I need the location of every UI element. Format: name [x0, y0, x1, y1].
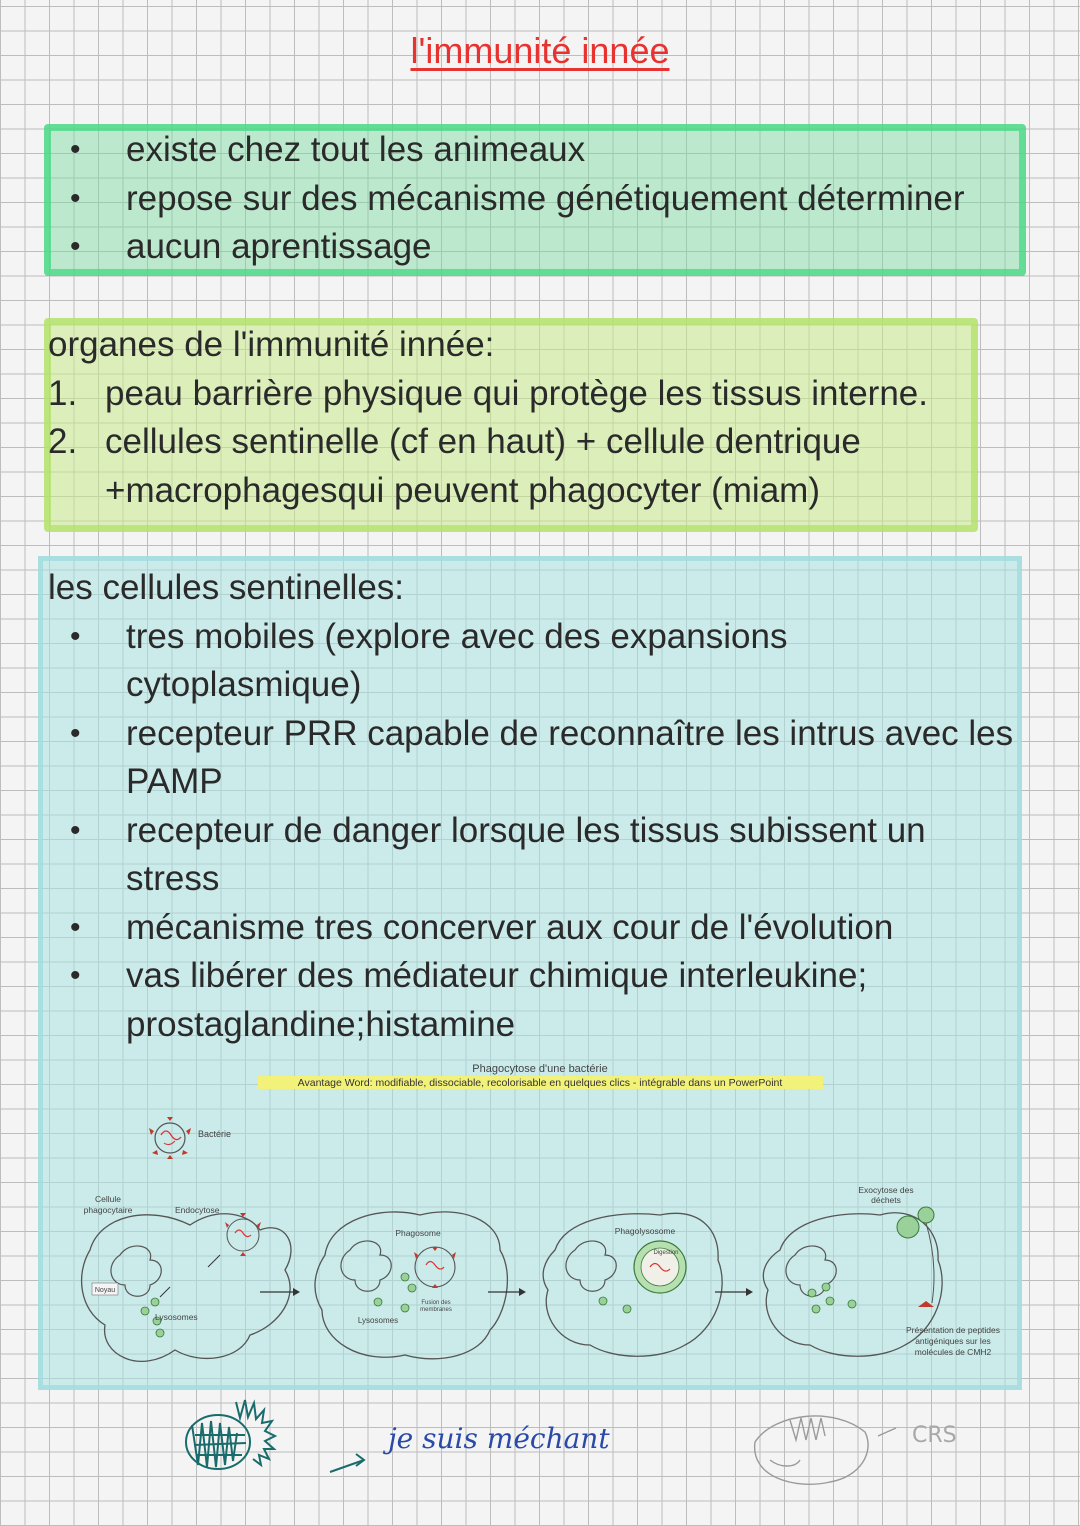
list-item: • tres mobiles (explore avec des expansions cytoplasmique)	[48, 613, 1028, 710]
label-fusion-2: membranes	[420, 1307, 452, 1313]
scribble-cell-drawing	[186, 1400, 364, 1472]
handwritten-note-2: CRS	[912, 1423, 957, 1448]
sentinels-heading: les cellules sentinelles:	[48, 568, 405, 607]
organs-heading: organes de l'immunité innée:	[48, 325, 495, 364]
label-lysosomes-2: Lysosomes	[357, 1316, 399, 1325]
list-text: cellules sentinelle (cf en haut) + cellule dentrique +macrophagesqui peuvent phagocyter (miam)	[105, 422, 861, 510]
intro-list	[48, 126, 1018, 272]
list-text: peau barrière physique qui protège les tissus interne.	[105, 373, 928, 413]
diagram-title: Phagocytose d'une bactérie	[472, 1063, 608, 1075]
label-endocytose: Endocytose	[175, 1205, 220, 1215]
label-bacterie: Bactérie	[198, 1129, 232, 1139]
handwritten-doodles	[170, 1390, 1000, 1500]
list-item: • recepteur de danger lorsque les tissus subissent un stress	[48, 807, 1028, 904]
list-item: • aucun aprentissage	[48, 223, 1018, 272]
handwritten-note: je suis méchant	[388, 1422, 610, 1455]
bacterium-icon	[149, 1117, 191, 1159]
organs-section	[48, 321, 978, 515]
label-lysosomes: Lysosomes	[155, 1312, 198, 1322]
label-presentation-2: antigéniques sur les	[915, 1336, 991, 1346]
sentinels-list	[48, 613, 1028, 1050]
pencil-sketch-drawing	[755, 1416, 896, 1484]
list-item: • repose sur des mécanisme génétiquement déterminer	[48, 175, 1018, 224]
list-item: • existe chez tout les animeaux	[48, 126, 1018, 175]
list-item: • recepteur PRR capable de reconnaître les intrus avec les PAMP	[48, 710, 1028, 807]
list-number: 1.	[48, 373, 78, 413]
label-exocytose-1: Exocytose des	[858, 1185, 914, 1195]
diagram-banner: Avantage Word: modifiable, dissociable, recolorisable en quelques clics - intégrable dans un PowerPoint	[297, 1077, 783, 1089]
label-noyau: Noyau	[94, 1287, 116, 1294]
list-item: • vas libérer des médiateur chimique interleukine; prostaglandine;histamine	[48, 952, 1028, 1049]
list-number: 2.	[48, 422, 78, 461]
list-item	[48, 370, 978, 419]
label-cellule-2: phagocytaire	[83, 1205, 133, 1215]
label-cellule-1: Cellule	[95, 1194, 121, 1204]
label-phagolysosome: Phagolysosome	[614, 1226, 676, 1236]
sentinels-section	[48, 564, 1028, 1049]
label-exocytose-2: déchets	[871, 1195, 901, 1205]
list-item	[48, 418, 978, 515]
organs-list	[48, 370, 978, 516]
intro-section	[48, 126, 1018, 272]
label-phagosome: Phagosome	[395, 1228, 441, 1238]
arrow-right-icon	[260, 1288, 300, 1296]
list-item: • mécanisme tres concerver aux cour de l'évolution	[48, 904, 1028, 953]
label-fusion-1: Fusion des	[421, 1300, 451, 1306]
label-presentation-3: molécules de CMH2	[914, 1347, 992, 1357]
page-title: l'immunité innée	[410, 30, 670, 71]
label-digestion: Digestion	[653, 1250, 679, 1256]
phagocytosis-diagram	[60, 1055, 1020, 1375]
label-presentation-1: Présentation de peptides	[905, 1325, 1001, 1335]
